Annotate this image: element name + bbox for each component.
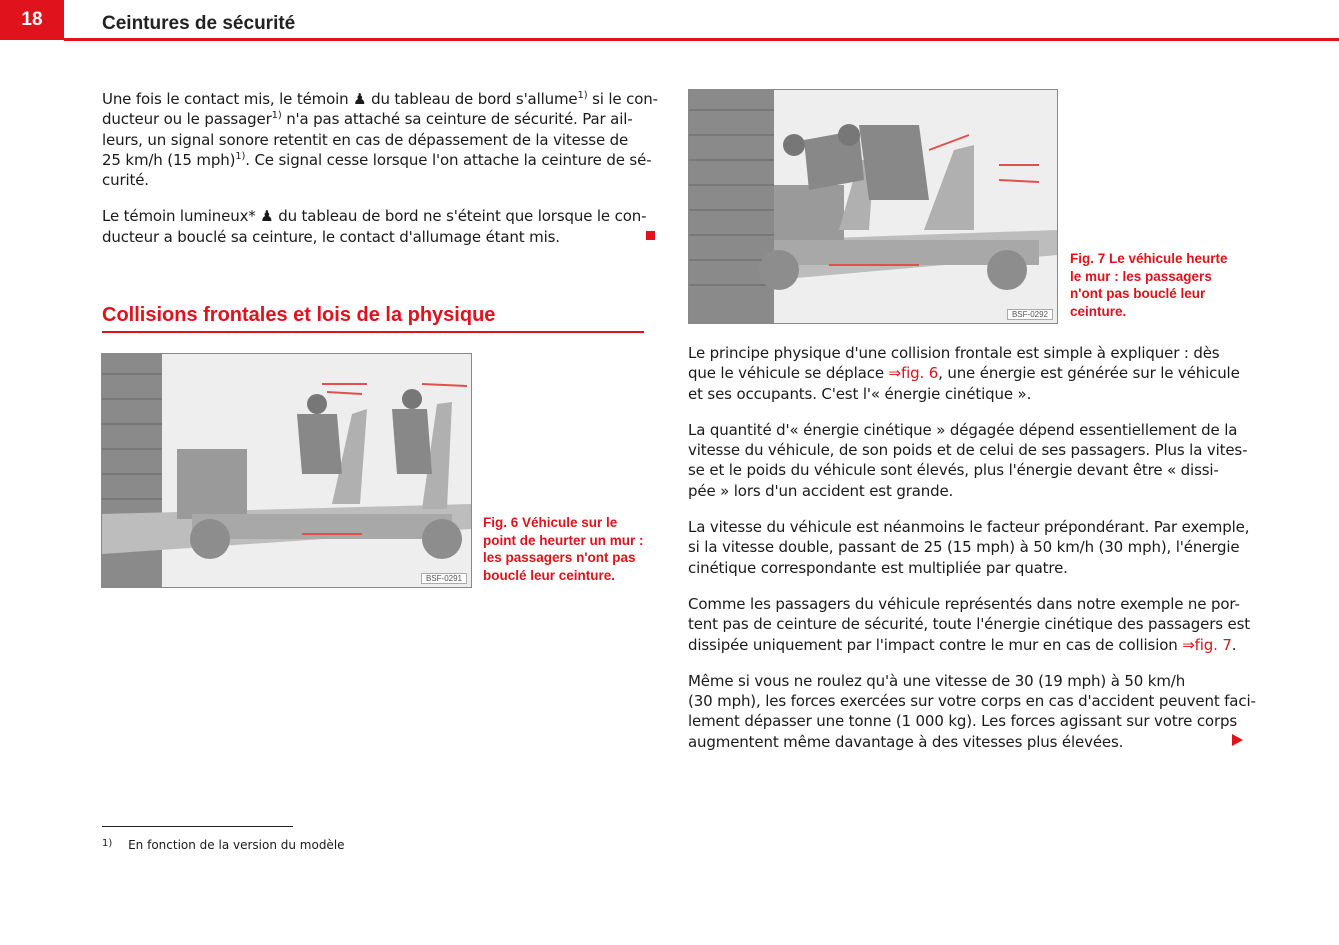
car-before-impact-drawing bbox=[102, 354, 471, 587]
text-run: du tableau de bord s'allume bbox=[366, 90, 578, 108]
text-line bbox=[688, 363, 1248, 383]
text-run: tent pas de ceinture de sécurité, toute l'énergie cinétique des passagers est bbox=[688, 615, 1251, 634]
caption-line: Fig. 7 Le véhicule heurte bbox=[1070, 251, 1228, 266]
text-run: vitesse du véhicule, de son poids et de celui de ses passagers. Plus la vites- bbox=[688, 441, 1248, 460]
section-end-marker bbox=[646, 231, 655, 240]
text-run: Le témoin lumineux* bbox=[102, 207, 261, 226]
footnote-text: En fonction de la version du modèle bbox=[128, 838, 345, 852]
text-line bbox=[688, 558, 1248, 578]
text-run: cinétique correspondante est multipliée par quatre. bbox=[688, 558, 1068, 577]
text-line bbox=[102, 150, 652, 170]
figure-link[interactable]: ⇒fig. 7 bbox=[1182, 635, 1232, 654]
caption-line: Fig. 6 Véhicule sur le bbox=[483, 515, 618, 530]
figure-7-caption bbox=[1070, 250, 1228, 321]
text-run: augmentent même davantage à des vitesses plus élevées. bbox=[688, 732, 1124, 751]
figure-7-illustration bbox=[688, 89, 1058, 324]
paragraph bbox=[688, 594, 1251, 655]
text-run: La vitesse du véhicule est néanmoins le facteur prépondérant. Par exemple, bbox=[688, 518, 1250, 537]
text-run: n'a pas attaché sa ceinture de sécurité. Par ail- bbox=[281, 110, 633, 129]
seatbelt-warning-icon: ♟ bbox=[353, 90, 367, 108]
car-impact-drawing bbox=[689, 90, 1057, 323]
text-run: si la vitesse double, passant de 25 (15 mph) à 50 km/h (30 mph), l'énergie bbox=[688, 538, 1240, 557]
text-run: leurs, un signal sonore retentit en cas de dépassement de la vitesse de bbox=[102, 130, 629, 149]
text-line bbox=[688, 691, 1256, 711]
paragraph bbox=[688, 517, 1248, 578]
text-line bbox=[102, 206, 647, 226]
text-line bbox=[102, 109, 647, 129]
text-run: Une fois le contact mis, le témoin bbox=[102, 90, 354, 108]
text-line bbox=[688, 671, 1248, 691]
text-run: du tableau de bord ne s'éteint que lorsque le con- bbox=[273, 207, 647, 226]
text-run: 25 km/h (15 mph) bbox=[102, 150, 236, 169]
text-run: (30 mph), les forces exercées sur votre corps en cas d'accident peuvent faci- bbox=[688, 692, 1256, 711]
caption-line: bouclé leur ceinture. bbox=[483, 568, 616, 584]
text-line bbox=[102, 227, 647, 247]
paragraph bbox=[102, 89, 658, 190]
text-line bbox=[688, 537, 1248, 557]
text-line bbox=[102, 170, 647, 190]
caption-line: ceinture. bbox=[1070, 304, 1127, 320]
text-line bbox=[688, 343, 1248, 363]
text-run: curité. bbox=[102, 171, 149, 190]
text-run: Même si vous ne roulez qu'à une vitesse de 30 (19 mph) à 50 km/h bbox=[688, 671, 1186, 690]
text-run: si le con- bbox=[587, 90, 658, 108]
text-run: Le principe physique d'une collision frontale est simple à expliquer : dès bbox=[688, 344, 1220, 362]
text-run: Comme les passagers du véhicule représentés dans notre exemple ne por- bbox=[688, 594, 1240, 613]
right-text-column bbox=[688, 343, 1256, 768]
text-line bbox=[688, 614, 1251, 634]
section-rule bbox=[102, 331, 644, 333]
text-line bbox=[688, 594, 1248, 614]
text-run: , une énergie est générée sur le véhicule bbox=[938, 364, 1240, 383]
text-line bbox=[688, 517, 1248, 537]
footnote-marker: 1) bbox=[102, 838, 113, 849]
seatbelt-warning-icon: ♟ bbox=[260, 207, 274, 226]
footnote-reference: 1) bbox=[271, 110, 282, 122]
text-run: se et le poids du véhicule sont élevés, plus l'énergie devant être « dissi- bbox=[688, 461, 1219, 480]
text-run: . bbox=[1231, 635, 1237, 654]
caption-line: le mur : les passagers bbox=[1070, 268, 1212, 284]
paragraph bbox=[688, 420, 1248, 501]
figure-reference-code: BSF-0292 bbox=[1007, 309, 1053, 320]
text-line bbox=[688, 732, 1248, 752]
text-run: . Ce signal cesse lorsque l'on attache la ceinture de sé- bbox=[245, 150, 652, 169]
figure-6-caption bbox=[483, 514, 644, 585]
text-line bbox=[102, 89, 658, 109]
paragraph bbox=[102, 206, 647, 247]
continue-arrow-icon bbox=[1232, 734, 1243, 746]
section-title: Collisions frontales et lois de la physique bbox=[102, 304, 496, 326]
text-run: dissipée uniquement par l'impact contre le mur en cas de collision bbox=[688, 635, 1183, 654]
footnote-rule bbox=[102, 826, 293, 827]
text-run: que le véhicule se déplace bbox=[688, 364, 889, 383]
text-run: et ses occupants. C'est l'« énergie cinétique ». bbox=[688, 384, 1032, 403]
page-number: 18 bbox=[0, 0, 64, 40]
figure-link[interactable]: ⇒fig. 6 bbox=[888, 364, 939, 383]
left-text-column bbox=[102, 89, 658, 263]
text-run: lement dépasser une tonne (1 000 kg). Les forces agissant sur votre corps bbox=[688, 712, 1238, 731]
footnote-reference: 1) bbox=[235, 150, 246, 162]
text-line bbox=[102, 130, 647, 150]
chapter-title: Ceintures de sécurité bbox=[102, 13, 296, 34]
text-line bbox=[688, 481, 1248, 501]
text-line bbox=[688, 460, 1248, 480]
text-line bbox=[688, 440, 1248, 460]
text-run: ducteur ou le passager bbox=[102, 110, 272, 129]
text-line bbox=[688, 384, 1248, 404]
caption-line: point de heurter un mur : bbox=[483, 532, 644, 548]
paragraph bbox=[688, 343, 1248, 404]
text-run: ducteur a bouclé sa ceinture, le contact d'allumage étant mis. bbox=[102, 227, 560, 246]
header-rule bbox=[64, 38, 1339, 41]
caption-line: les passagers n'ont pas bbox=[483, 550, 636, 566]
footnote bbox=[102, 838, 345, 852]
text-run: pée » lors d'un accident est grande. bbox=[688, 481, 954, 500]
text-run: La quantité d'« énergie cinétique » dégagée dépend essentiellement de la bbox=[688, 420, 1238, 439]
figure-6-illustration bbox=[101, 353, 472, 588]
footnote-reference: 1) bbox=[577, 90, 588, 101]
figure-reference-code: BSF-0291 bbox=[421, 573, 467, 584]
text-line bbox=[688, 420, 1248, 440]
paragraph bbox=[688, 671, 1256, 752]
text-line bbox=[688, 635, 1248, 655]
caption-line: n'ont pas bouclé leur bbox=[1070, 286, 1206, 302]
text-line bbox=[688, 711, 1248, 731]
